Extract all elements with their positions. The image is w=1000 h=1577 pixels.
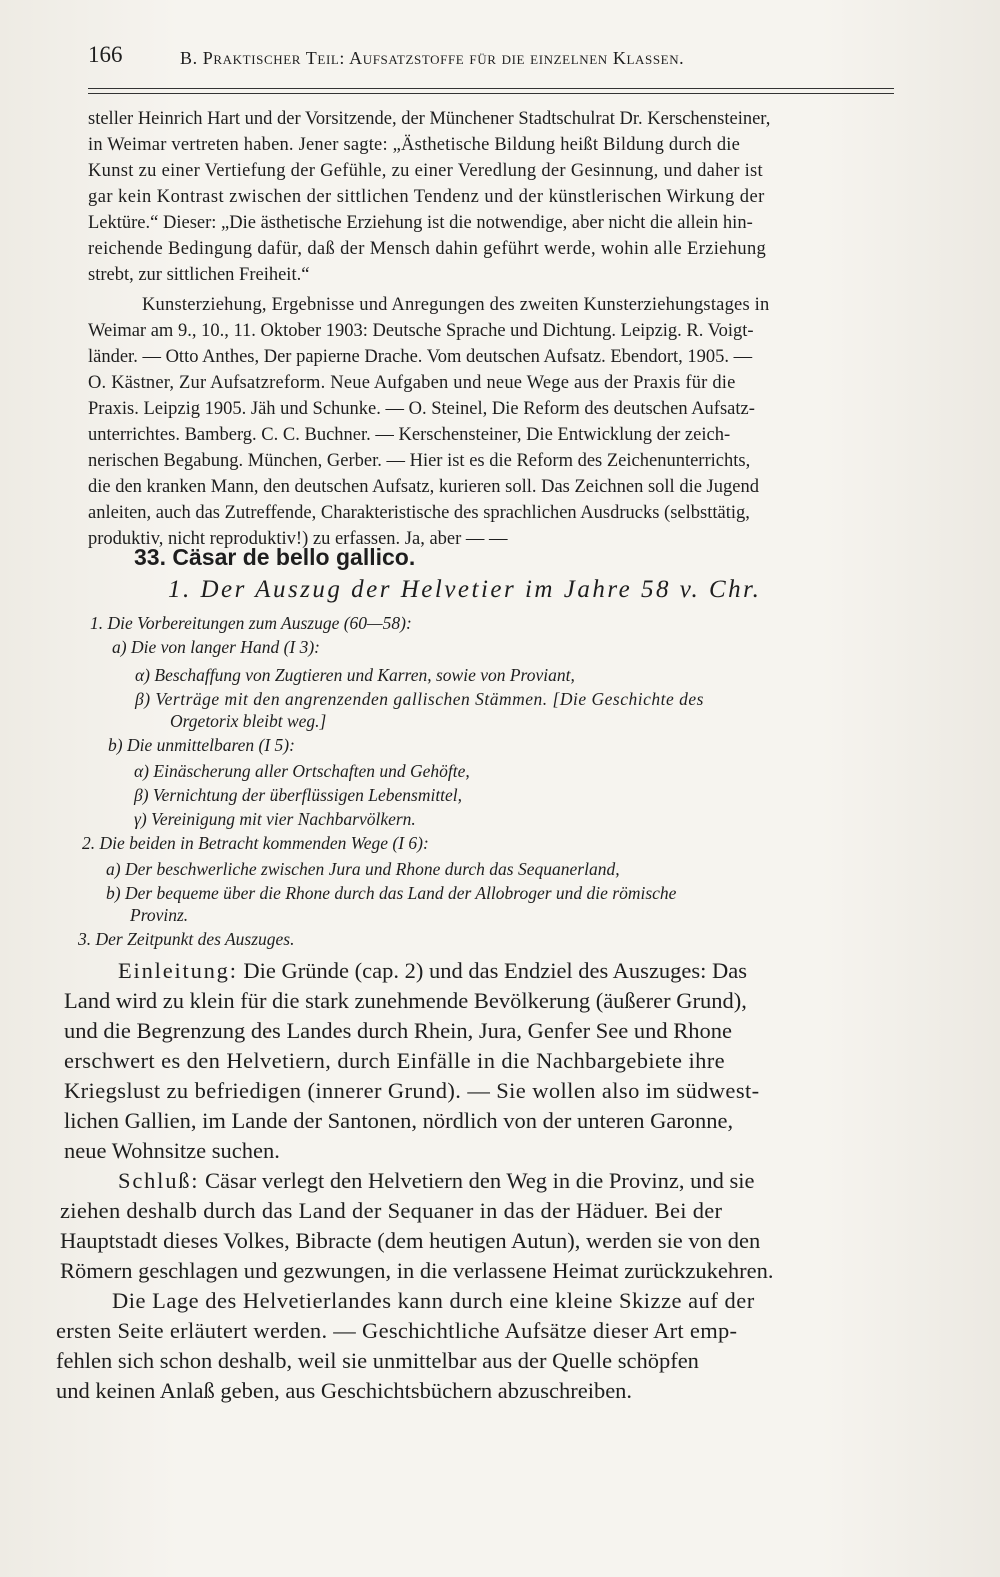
quote-line: reichende Bedingung dafür, daß der Mensch dahin geführt werde, wohin alle Erziehung: [88, 239, 767, 259]
outline-item: a) Die von langer Hand (I 3):: [112, 637, 321, 657]
closing-line: fehlen sich schon deshalb, weil sie unmittelbar aus der Quelle schöpfen: [56, 1348, 699, 1373]
closing-line: und keinen Anlaß geben, aus Geschichtsbüchern abzuschreiben.: [56, 1378, 633, 1403]
schluss-line: ziehen deshalb durch das Land der Sequaner in das der Häduer. Bei der: [60, 1198, 723, 1223]
quote-line: Lektüre.“ Dieser: „Die ästhetische Erziehung ist die notwendige, aber nicht die allein hin-: [88, 213, 753, 233]
schluss-line: Römern geschlagen und gezwungen, in die verlassene Heimat zurückzukehren.: [60, 1258, 774, 1283]
literature-line: die den kranken Mann, den deutschen Aufsatz, kurieren soll. Das Zeichnen soll die Jugend: [88, 477, 759, 497]
closing-line: Die Lage des Helvetierlandes kann durch eine kleine Skizze auf der: [112, 1288, 755, 1313]
outline-item: β) Vernichtung der überflüssigen Lebensmittel,: [134, 785, 463, 805]
literature-line: unterrichtes. Bamberg. C. C. Buchner. — Kerschensteiner, Die Entwicklung der zeich-: [88, 425, 731, 445]
einleitung-first-line: [118, 956, 747, 985]
einleitung-line: Kriegslust zu befriedigen (innerer Grund). — Sie wollen also im südwest-: [64, 1078, 760, 1103]
outline-item: γ) Vereinigung mit vier Nachbarvölkern.: [134, 809, 416, 829]
einleitung-label: Einleitung:: [118, 958, 238, 983]
page-header: [88, 40, 898, 80]
einleitung-line: lichen Gallien, im Lande der Santonen, nördlich von der unteren Garonne,: [64, 1108, 734, 1133]
outline-item: α) Einäscherung aller Ortschaften und Gehöfte,: [134, 761, 470, 781]
schluss-first-line: [118, 1166, 754, 1195]
literature-line: produktiv, nicht reproduktiv!) zu erfassen. Ja, aber — —: [88, 529, 508, 549]
section-heading: [134, 544, 415, 571]
closing-line: ersten Seite erläutert werden. — Geschichtliche Aufsätze dieser Art emp-: [56, 1318, 738, 1343]
literature-line: länder. — Otto Anthes, Der papierne Drache. Vom deutschen Aufsatz. Ebendort, 1905. —: [88, 347, 753, 367]
schluss-line: Hauptstadt dieses Volkes, Bibracte (dem heutigen Autun), werden sie von den: [60, 1228, 761, 1253]
outline-item: Orgetorix bleibt weg.]: [170, 711, 327, 731]
quote-line: steller Heinrich Hart und der Vorsitzende, der Münchener Stadtschulrat Dr. Kerschensteiner,: [88, 109, 771, 129]
outline-item: Provinz.: [130, 905, 189, 925]
einleitung-line: neue Wohnsitze suchen.: [64, 1138, 280, 1163]
section-title: Cäsar de bello gallico.: [172, 544, 416, 570]
outline-item: α) Beschaffung von Zugtieren und Karren, sowie von Proviant,: [135, 665, 575, 685]
quote-line: in Weimar vertreten haben. Jener sagte: „Ästhetische Bildung heißt Bildung durch die: [88, 135, 741, 155]
section-number: 33.: [134, 544, 166, 570]
schluss-text: Cäsar verlegt den Helvetiern den Weg in die Provinz, und sie: [204, 1168, 755, 1193]
quote-line: gar kein Kontrast zwischen der sittlichen Tendenz und der künstlerischen Wirkung der: [88, 187, 765, 207]
literature-line: Praxis. Leipzig 1905. Jäh und Schunke. — O. Steinel, Die Reform des deutschen Aufsatz-: [88, 399, 755, 419]
literature-line: Kunsterziehung, Ergebnisse und Anregungen des zweiten Kunsterziehungstages in: [142, 295, 770, 315]
header-rule: [88, 88, 894, 94]
outline-item: 3. Der Zeitpunkt des Auszuges.: [78, 929, 295, 949]
outline-item: 2. Die beiden in Betracht kommenden Wege (I 6):: [82, 833, 429, 853]
page-number: 166: [88, 42, 123, 67]
schluss-label: Schluß:: [118, 1168, 200, 1193]
literature-line: O. Kästner, Zur Aufsatzreform. Neue Aufgaben und neue Wege aus der Praxis für die: [88, 373, 736, 393]
outline-item: β) Verträge mit den angrenzenden gallischen Stämmen. [Die Geschichte des: [135, 689, 704, 709]
einleitung-line: erschwert es den Helvetiern, durch Einfälle in die Nachbargebiete ihre: [64, 1048, 726, 1073]
literature-line: Weimar am 9., 10., 11. Oktober 1903: Deutsche Sprache und Dichtung. Leipzig. R. Voigt-: [88, 321, 754, 341]
outline-item: a) Der beschwerliche zwischen Jura und Rhone durch das Sequanerland,: [106, 859, 620, 879]
literature-line: nerischen Begabung. München, Gerber. — Hier ist es die Reform des Zeichenunterrichts,: [88, 451, 751, 471]
running-title: B. Praktischer Teil: Aufsatzstoffe für die einzelnen Klassen.: [180, 48, 685, 68]
section-subtitle: 1. Der Auszug der Helvetier im Jahre 58 v. Chr.: [168, 576, 762, 603]
outline-item: 1. Die Vorbereitungen zum Auszuge (60—58):: [90, 613, 412, 633]
einleitung-line: und die Begrenzung des Landes durch Rhein, Jura, Genfer See und Rhone: [64, 1018, 732, 1043]
outline-item: b) Der bequeme über die Rhone durch das Land der Allobroger und die römische: [106, 883, 677, 903]
quote-line: Kunst zu einer Vertiefung der Gefühle, zu einer Veredlung der Gesinnung, und daher ist: [88, 161, 763, 181]
quote-line: strebt, zur sittlichen Freiheit.“: [88, 265, 310, 285]
einleitung-line: Land wird zu klein für die stark zunehmende Bevölkerung (äußerer Grund),: [64, 988, 747, 1013]
einleitung-text: Die Gründe (cap. 2) und das Endziel des Auszuges: Das: [243, 958, 748, 983]
literature-line: anleiten, auch das Zutreffende, Charakteristische des sprachlichen Ausdrucks (selbsttätig,: [88, 503, 750, 523]
outline-item: b) Die unmittelbaren (I 5):: [108, 735, 295, 755]
